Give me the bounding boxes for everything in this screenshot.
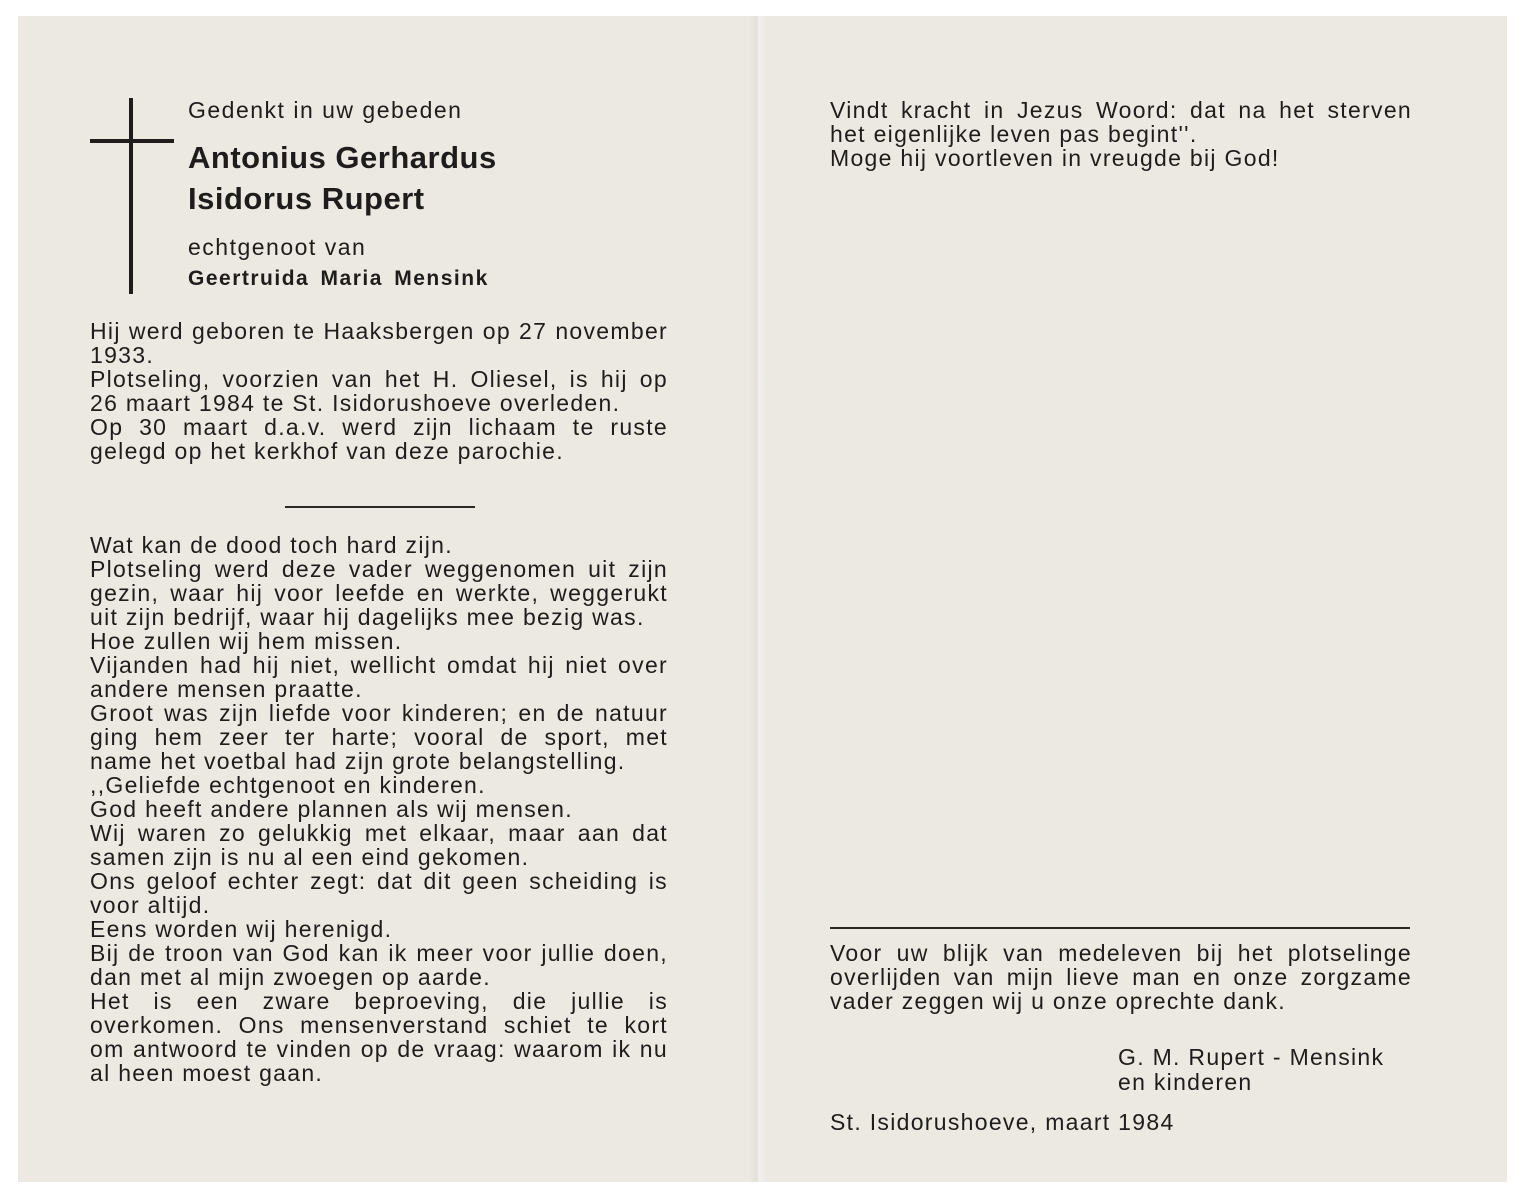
- divider: [830, 927, 1410, 929]
- deceased-name-line2: Isidorus Rupert: [188, 181, 425, 216]
- reflection-line: Ons geloof echter zegt: dat dit geen scheiding is voor altijd.: [90, 868, 668, 918]
- thanks-text: [830, 941, 1412, 1013]
- reflection-line: Hoe zullen wij hem missen.: [90, 628, 403, 654]
- thanks-line: Voor uw blijk van medeleven bij het plotselinge overlijden van mijn lieve man en onze zorgzame vader zeggen wij u onze oprechte dank.: [830, 940, 1412, 1014]
- spouse-intro: echtgenoot van: [188, 234, 367, 260]
- signature-line2: en kinderen: [1118, 1069, 1253, 1095]
- biography-line: Op 30 maart d.a.v. werd zijn lichaam te ruste gelegd op het kerkhof van deze parochie.: [90, 414, 668, 464]
- reflection-line: God heeft andere plannen als wij mensen.: [90, 796, 573, 822]
- biography-line: Hij werd geboren te Haaksbergen op 27 november 1933.: [90, 318, 668, 368]
- cross-icon-bar: [90, 139, 174, 143]
- reflection-line: Groot was zijn liefde voor kinderen; en de natuur ging hem zeer ter harte; vooral de sport, met name het voetbal had zijn grote belangstelling.: [90, 700, 668, 774]
- card-fold: [748, 16, 768, 1182]
- continuation-line: Moge hij voortleven in vreugde bij God!: [830, 145, 1280, 171]
- continuation-line: Vindt kracht in Jezus Woord: dat na het sterven het eigenlijke leven pas begint''.: [830, 97, 1412, 147]
- reflection-line: Eens worden wij herenigd.: [90, 916, 393, 942]
- signature-line1: G. M. Rupert - Mensink: [1118, 1044, 1385, 1070]
- deceased-name-line1: Antonius Gerhardus: [188, 140, 497, 175]
- signature: [1118, 1045, 1384, 1095]
- divider: [285, 506, 475, 508]
- reflection-line: Het is een zware beproeving, die jullie is overkomen. Ons mensenverstand schiet te kort om antwoord te vinden op de vraag: waarom ik nu al heen moest gaan.: [90, 988, 668, 1086]
- biography: [90, 319, 668, 463]
- reflection-line: Wij waren zo gelukkig met elkaar, maar aan dat samen zijn is nu al een eind gekomen.: [90, 820, 668, 870]
- cross-icon: [129, 98, 133, 294]
- reflection-line: Vijanden had hij niet, wellicht omdat hij niet over andere mensen praatte.: [90, 652, 668, 702]
- prayer-intro: Gedenkt in uw gebeden: [188, 97, 463, 123]
- biography-line: Plotseling, voorzien van het H. Oliesel, is hij op 26 maart 1984 te St. Isidorushoeve overleden.: [90, 366, 668, 416]
- reflection-line: Bij de troon van God kan ik meer voor jullie doen, dan met al mijn zwoegen op aarde.: [90, 940, 668, 990]
- place-date: St. Isidorushoeve, maart 1984: [830, 1109, 1175, 1135]
- spouse-name: Geertruida Maria Mensink: [188, 267, 489, 290]
- reflection-line: Plotseling werd deze vader weggenomen uit zijn gezin, waar hij voor leefde en werkte, weggerukt uit zijn bedrijf, waar hij dagelijks mee bezig was.: [90, 556, 668, 630]
- continuation: [830, 98, 1412, 170]
- reflection-line: Wat kan de dood toch hard zijn.: [90, 532, 453, 558]
- reflection-line: ,,Geliefde echtgenoot en kinderen.: [90, 772, 486, 798]
- memorial-card: [18, 16, 1507, 1182]
- reflection: [90, 533, 668, 1085]
